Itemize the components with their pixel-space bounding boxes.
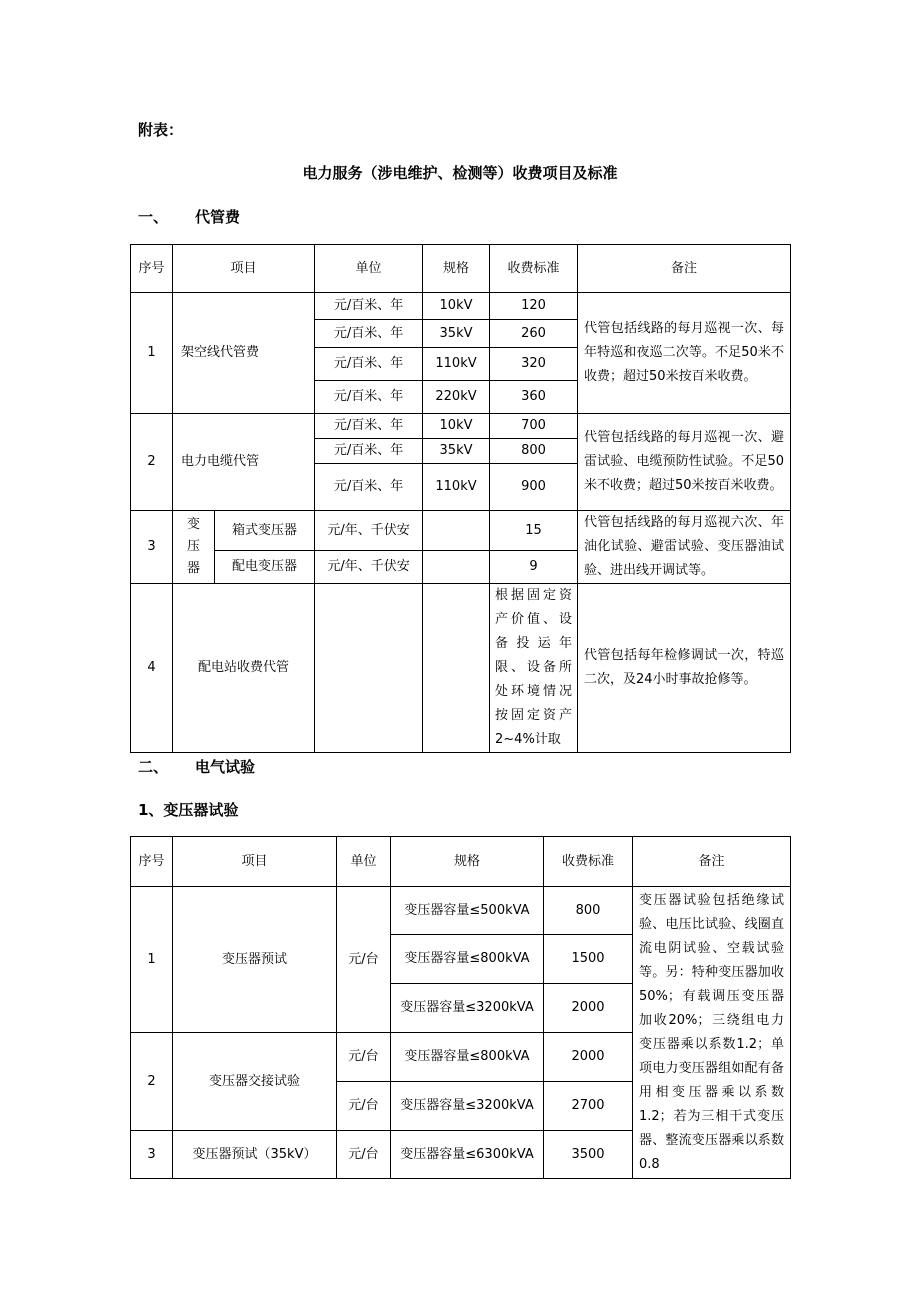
header-unit: 单位	[315, 245, 423, 293]
transformer-test-table	[130, 836, 791, 1179]
cell-fee: 320	[490, 348, 578, 381]
cell-unit: 元/年、千伏安	[315, 551, 423, 584]
cell-spec: 变压器容量≤800kVA	[391, 1033, 544, 1082]
cell-fee: 2000	[544, 984, 633, 1033]
cell-fee: 2000	[544, 1033, 633, 1082]
cell-fee: 1500	[544, 935, 633, 984]
section-2-heading	[138, 756, 338, 778]
table-header-row	[131, 245, 791, 293]
row-seq: 2	[131, 414, 173, 511]
cell-unit: 元/台	[337, 1033, 391, 1082]
header-seq: 序号	[131, 245, 173, 293]
cell-unit: 元/年、千伏安	[315, 511, 423, 551]
row-seq: 1	[131, 887, 173, 1033]
cell-fee: 15	[490, 511, 578, 551]
cell-unit: 元/百米、年	[315, 381, 423, 414]
cell-spec: 220kV	[423, 381, 490, 414]
header-seq: 序号	[131, 837, 173, 887]
header-fee: 收费标准	[544, 837, 633, 887]
section-2-title: 电气试验	[195, 758, 256, 776]
row-remark: 代管包括线路的每月巡视六次、年油化试验、避雷试验、变压器油试验、进出线开调试等。	[578, 511, 791, 584]
table-row	[131, 293, 791, 320]
cell-fee: 根据固定资产价值、设备投运年限、设备所处环境情况按固定资产2~4%计取	[490, 584, 578, 753]
cell-fee: 9	[490, 551, 578, 584]
cell-fee: 120	[490, 293, 578, 320]
section-1-number: 一、	[138, 208, 169, 226]
cell-fee: 2700	[544, 1082, 633, 1131]
row-remark: 代管包括每年检修调试一次，特巡二次，及24小时事故抢修等。	[578, 584, 791, 753]
management-fee-table	[130, 244, 791, 753]
cell-unit: 元/百米、年	[315, 439, 423, 464]
subsection-1-title: 1、变压器试验	[138, 801, 239, 819]
table-remark: 变压器试验包括绝缘试验、电压比试验、线圈直流电阴试验、空载试验等。另：特种变压器加收50%；有载调压变压器加收20%；三绕组电力变压器乘以系数1.2；单项电力变压器组如配有备用相变压器乘以系数1.2；若为三相干式变压器、整流变压器乘以系数0.8	[633, 887, 791, 1179]
cell-spec: 变压器容量≤500kVA	[391, 887, 544, 935]
table-row	[131, 414, 791, 439]
header-remark: 备注	[633, 837, 791, 887]
row-item: 架空线代管费	[173, 293, 315, 414]
document-title: 电力服务（涉电维护、检测等）收费项目及标准	[302, 164, 618, 182]
cell-spec	[423, 511, 490, 551]
cell-fee: 800	[544, 887, 633, 935]
header-remark: 备注	[578, 245, 791, 293]
cell-spec: 变压器容量≤800kVA	[391, 935, 544, 984]
row-unit: 元/台	[337, 1131, 391, 1179]
cell-unit: 元/台	[337, 1082, 391, 1131]
cell-spec: 10kV	[423, 293, 490, 320]
header-spec: 规格	[391, 837, 544, 887]
row-seq: 4	[131, 584, 173, 753]
header-spec: 规格	[423, 245, 490, 293]
row-seq: 3	[131, 511, 173, 584]
cell-spec	[423, 551, 490, 584]
header-item: 项目	[173, 837, 337, 887]
row-item: 变压器预试（35kV）	[173, 1131, 337, 1179]
cell-spec: 110kV	[423, 348, 490, 381]
cell-spec: 变压器容量≤6300kVA	[391, 1131, 544, 1179]
cell-fee: 360	[490, 381, 578, 414]
header-item: 项目	[173, 245, 315, 293]
row-remark: 代管包括线路的每月巡视一次、每年特巡和夜巡二次等。不足50米不收费；超过50米按百米收费。	[578, 293, 791, 414]
cell-spec: 变压器容量≤3200kVA	[391, 1082, 544, 1131]
cell-fee: 800	[490, 439, 578, 464]
cell-spec: 35kV	[423, 439, 490, 464]
row-item: 电力电缆代管	[173, 414, 315, 511]
row-item: 变压器预试	[173, 887, 337, 1033]
table-row	[131, 887, 791, 935]
cell-fee: 260	[490, 320, 578, 348]
header-unit: 单位	[337, 837, 391, 887]
cell-fee: 700	[490, 414, 578, 439]
cell-unit	[315, 584, 423, 753]
table-header-row	[131, 837, 791, 887]
cell-fee: 900	[490, 464, 578, 511]
row-seq: 2	[131, 1033, 173, 1131]
cell-unit: 元/百米、年	[315, 320, 423, 348]
cell-unit: 元/百米、年	[315, 414, 423, 439]
cell-unit: 元/百米、年	[315, 348, 423, 381]
section-1-title: 代管费	[195, 208, 241, 226]
cell-fee: 3500	[544, 1131, 633, 1179]
table-row	[131, 511, 791, 551]
row-unit: 元/台	[337, 887, 391, 1033]
section-2-number: 二、	[138, 758, 169, 776]
header-fee: 收费标准	[490, 245, 578, 293]
cell-unit: 元/百米、年	[315, 293, 423, 320]
row-group: 变压器	[173, 511, 215, 584]
cell-spec: 35kV	[423, 320, 490, 348]
cell-unit: 元/百米、年	[315, 464, 423, 511]
table-row	[131, 584, 791, 753]
row-seq: 3	[131, 1131, 173, 1179]
section-1-heading	[138, 206, 338, 228]
cell-spec: 变压器容量≤3200kVA	[391, 984, 544, 1033]
cell-item: 配电变压器	[215, 551, 315, 584]
cell-spec	[423, 584, 490, 753]
row-remark: 代管包括线路的每月巡视一次、避雷试验、电缆预防性试验。不足50米不收费；超过50米按百米收费。	[578, 414, 791, 511]
cell-item: 箱式变压器	[215, 511, 315, 551]
cell-spec: 10kV	[423, 414, 490, 439]
row-item: 变压器交接试验	[173, 1033, 337, 1131]
row-seq: 1	[131, 293, 173, 414]
cell-spec: 110kV	[423, 464, 490, 511]
appendix-label: 附表：	[138, 121, 184, 139]
row-item: 配电站收费代管	[173, 584, 315, 753]
